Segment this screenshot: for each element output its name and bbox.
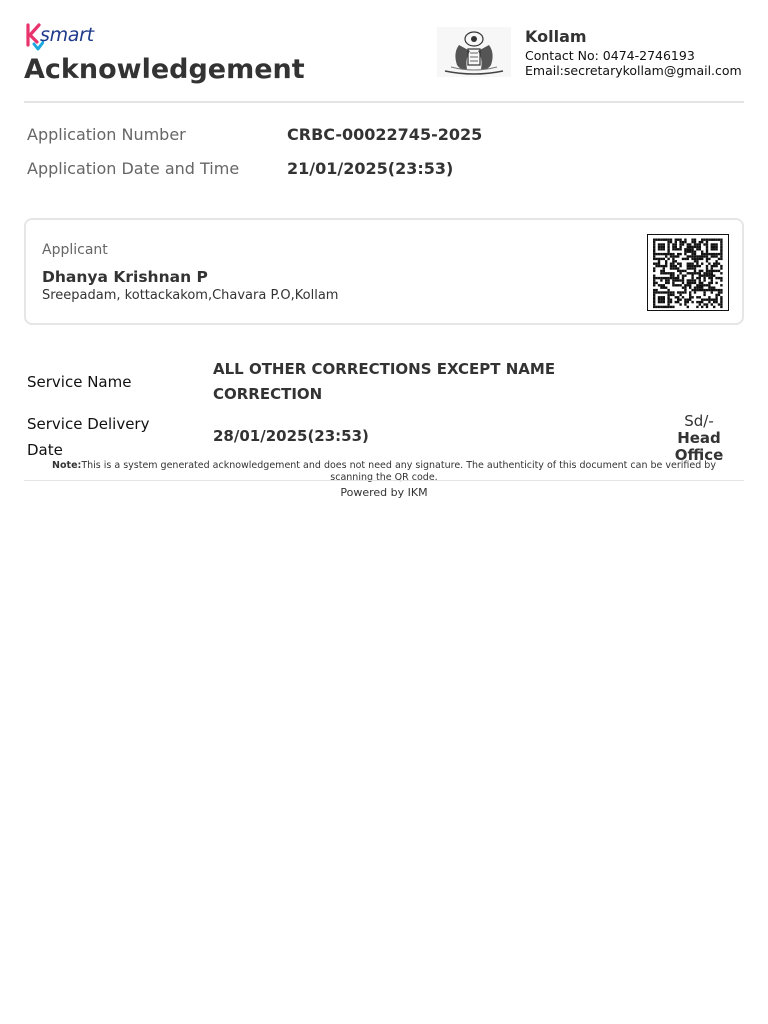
office-info <box>525 26 755 78</box>
footer-note-text: This is a system generated acknowledgement and does not need any signature. The authenticity of this document can be verified by scanning the QR code. <box>81 460 716 483</box>
applicant-card <box>24 218 744 325</box>
service-delivery-label-line2: Date <box>27 441 63 459</box>
office-name: Kollam <box>525 27 587 46</box>
powered-by: Powered by IKM <box>340 486 428 499</box>
application-number-value: CRBC-00022745-2025 <box>287 125 483 144</box>
application-number-label: Application Number <box>27 125 186 144</box>
signature-block <box>664 412 734 464</box>
page-title: Acknowledgement <box>24 54 305 85</box>
signature-sd: Sd/- <box>684 412 714 430</box>
footer-divider <box>24 480 744 481</box>
qr-code-icon <box>647 234 729 311</box>
signature-office-line2: Office <box>674 446 724 464</box>
service-name-value-line1: ALL OTHER CORRECTIONS EXCEPT NAME <box>213 360 556 378</box>
ksmart-logo <box>24 22 100 54</box>
application-date-value: 21/01/2025(23:53) <box>287 159 454 178</box>
office-contact: Contact No: 0474-2746193 <box>525 48 695 63</box>
service-delivery-value: 28/01/2025(23:53) <box>213 427 369 445</box>
service-delivery-label-line1: Service Delivery <box>27 415 150 433</box>
application-date-label: Application Date and Time <box>27 159 240 178</box>
signature-office-line1: Head <box>677 429 721 447</box>
applicant-name: Dhanya Krishnan P <box>42 268 208 286</box>
applicant-address: Sreepadam, kottackakom,Chavara P.O,Kollam <box>42 288 339 303</box>
office-email: Email:secretarykollam@gmail.com <box>525 63 742 78</box>
kerala-emblem-icon <box>437 27 511 77</box>
header-divider <box>24 101 744 103</box>
service-name-value-line2: CORRECTION <box>213 385 323 403</box>
logo-wordmark: smart <box>40 24 94 46</box>
footer-note-prefix: Note: <box>52 460 82 471</box>
service-name-label: Service Name <box>27 373 132 391</box>
applicant-label: Applicant <box>42 242 108 258</box>
